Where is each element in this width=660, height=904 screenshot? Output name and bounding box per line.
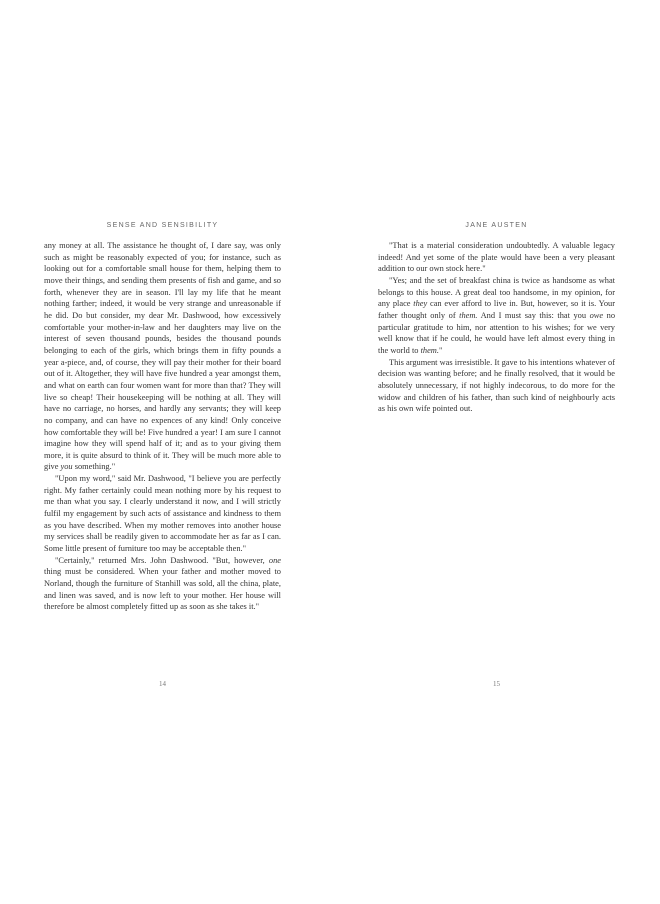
page-number: 15: [493, 680, 500, 688]
left-page: [44, 0, 281, 904]
running-head-author: JANE AUSTEN: [465, 222, 528, 229]
running-head-book-title: SENSE AND SENSIBILITY: [106, 222, 219, 229]
paragraph: "Upon my word," said Mr. Dashwood, "I believe you are perfectly right. My father certainly could mean nothing more by his request to me than what you say. I clearly understand it now, and I will strictly fulfil my engagement by such acts of assistance and kindness to them as you have described. When my mother removes into another house my services shall be readily given to accommodate her as far as I can. Some little present of furniture too may be acceptable then.": [44, 474, 281, 554]
right-page: [378, 0, 615, 904]
right-page-body: [378, 240, 615, 415]
paragraph: any money at all. The assistance he thought of, I dare say, was only such as might be reasonably expected of you; for instance, such as looking out for a comfortable small house for them, helping them to move their things, and sending them presents of fish and game, and so forth, whenever they are in season. I'll lay my life that he meant nothing farther; indeed, it would be very strange and unreasonable if he did. Do but consider, my dear Mr. Dashwood, how excessively comfortable your mother-in-law and her daughters may live on the interest of seven thousand pounds, besides the thousand pounds belonging to each of the girls, which brings them in fifty pounds a year a-piece, and, of course, they will pay their mother for their board out of it. Altogether, they will have five hundred a year amongst them, and what on earth can four women want for more than that? They will live so cheap! Their housekeeping will be nothing at all. They will have no carriage, no horses, and hardly any servants; they will keep no company, and can have no expences of any kind! Only conceive how comfortable they will be! Five hundred a year! I am sure I cannot imagine how they will spend half of it; and as to your giving them more, it is quite absurd to think of it. They will be much more able to give you something.": [44, 241, 281, 472]
italic-text: owe: [589, 310, 604, 320]
paragraph: This argument was irresistible. It gave to his intentions whatever of decision was wanting before; and he finally resolved, that it would be absolutely unnecessary, if not highly indecorous, to do more for the widow and children of his father, than such kind of neighbourly acts as his own wife pointed out.: [378, 357, 615, 414]
italic-text: them.: [420, 345, 439, 355]
italic-text: one: [268, 555, 281, 565]
italic-text: they: [413, 299, 428, 309]
italic-text: you: [60, 462, 73, 472]
paragraph: "Certainly," returned Mrs. John Dashwood. "But, however, one thing must be considered. When your father and mother moved to Norland, though the furniture of Stanhill was sold, all the china, plate, and linen was saved, and is now left to your mother. Her house will therefore be almost completely fitted up as soon as she takes it.": [44, 555, 281, 612]
italic-text: them.: [459, 310, 478, 320]
paragraph: "Yes; and the set of breakfast china is twice as handsome as what belongs to this house. A great deal too handsome, in my opinion, for any place they can ever afford to live in. But, however, so it is. Your father thought only of them. And I must say this: that you owe no particular gratitude to him, nor attention to his wishes; for we very well know that if he could, he would have left almost every thing in the world to them.": [378, 275, 616, 355]
paragraph: "That is a material consideration undoubtedly. A valuable legacy indeed! And yet some of the plate would have been a very pleasant addition to our own stock here.": [378, 241, 615, 274]
page-number: 14: [159, 680, 166, 688]
left-page-body: [44, 240, 281, 613]
